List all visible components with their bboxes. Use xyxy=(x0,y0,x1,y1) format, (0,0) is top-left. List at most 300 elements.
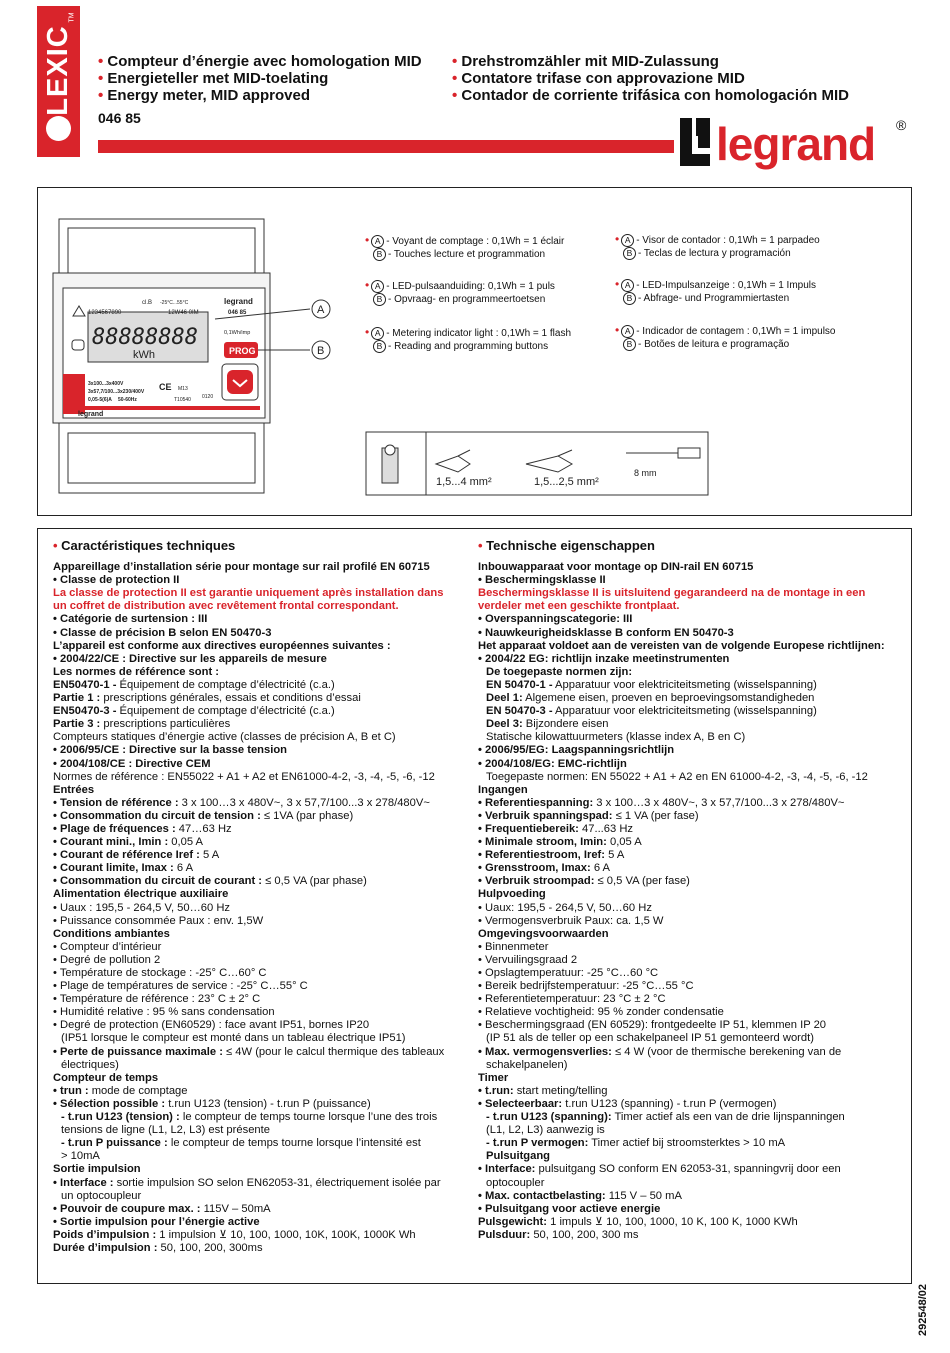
spec-text: verdeler met een geschikte frontplaat. xyxy=(478,600,680,613)
product-figure-panel xyxy=(37,187,912,516)
spec-text: le compteur de temps tourne lorsque l’intensité est xyxy=(167,1137,421,1150)
spec-text: • 2006/95/CE : Directive sur la basse tension xyxy=(53,744,287,757)
svg-text:1,5...4 mm²: 1,5...4 mm² xyxy=(436,476,492,488)
spec-text: 5 A xyxy=(199,849,220,862)
spec-text: un coffret de distribution avec revêtement frontal correspondant. xyxy=(53,600,399,613)
spec-line xyxy=(53,640,473,653)
spec-text: Entrées xyxy=(53,783,95,796)
spec-text: • Plage de températures de service : -25° C…55° C xyxy=(53,980,308,993)
spec-line xyxy=(53,1124,473,1137)
spec-text: Omgevingsvoorwaarden xyxy=(478,927,609,940)
svg-text:3x100...3x400V: 3x100...3x400V xyxy=(88,381,124,387)
spec-line xyxy=(478,1032,903,1045)
spec-text: Sortie impulsion xyxy=(53,1163,141,1176)
svg-text:cl.B: cl.B xyxy=(142,300,153,306)
spec-text: schakelpanelen) xyxy=(486,1058,568,1071)
spec-text: optocoupler xyxy=(486,1176,545,1189)
spec-line xyxy=(53,692,473,705)
spec-line xyxy=(478,928,903,941)
spec-text: • Bereik bedrijfstemperatuur: -25 °C…55 °C xyxy=(478,980,694,993)
legrand-logo xyxy=(678,114,914,172)
spec-key: • t.run: xyxy=(478,1084,514,1097)
spec-key: - t.run U123 (tension) : xyxy=(61,1111,180,1124)
spec-key: • Referentiespanning: xyxy=(478,796,594,809)
spec-text: • Température de stockage : -25° C…60° C xyxy=(53,967,267,979)
spec-line xyxy=(478,810,903,823)
spec-text: • Pulsuitgang voor actieve energie xyxy=(478,1202,661,1215)
spec-key: Partie 1 : xyxy=(53,692,101,705)
spec-line xyxy=(53,888,473,901)
spec-line xyxy=(478,1019,903,1032)
spec-key: - t.run P vermogen: xyxy=(486,1137,589,1150)
spec-text: Timer actief bij stroomsterktes > 10 mA xyxy=(588,1137,786,1150)
svg-text:046 85: 046 85 xyxy=(228,310,247,316)
spec-text: 0,05 A xyxy=(606,836,642,849)
spec-text: Les normes de référence sont : xyxy=(53,665,220,678)
spec-line xyxy=(478,653,903,666)
svg-text:8 mm: 8 mm xyxy=(634,468,657,478)
spec-line xyxy=(53,941,473,954)
svg-text:1,5...2,5 mm²: 1,5...2,5 mm² xyxy=(534,476,599,488)
spec-text: • Vermogensverbruik Paux: ca. 1,5 W xyxy=(478,914,664,927)
spec-line xyxy=(478,640,903,653)
spec-text: ≤ 0,5 VA (par phase) xyxy=(262,875,367,888)
spec-line xyxy=(53,810,473,823)
document-reference: 292548/02 xyxy=(917,1284,929,1336)
spec-text: • 2004/22/CE : Directive sur les appareils de mesure xyxy=(53,652,327,665)
spec-line xyxy=(53,1098,473,1111)
spec-key: • Minimale stroom, Imin: xyxy=(478,836,607,849)
spec-text: Het apparaat voldoet aan de vereisten van de volgende Europese richtlijnen: xyxy=(478,639,885,652)
spec-line xyxy=(478,1085,903,1098)
specs-column-nl xyxy=(478,539,903,1242)
spec-line xyxy=(53,1190,473,1203)
spec-key: • Consommation du circuit de courant : xyxy=(53,875,263,888)
spec-text: La classe de protection II est garantie uniquement après installation dans xyxy=(53,587,444,600)
spec-key: • Max. contactbelasting: xyxy=(478,1189,606,1202)
spec-text: • Referentietemperatuur: 23 °C ± 2 °C xyxy=(478,993,666,1006)
spec-text: Compteurs statiques d’énergie active (classes de précision A, B et C) xyxy=(53,731,396,744)
spec-line xyxy=(478,823,903,836)
svg-text:®: ® xyxy=(896,117,907,133)
spec-key: Deel 1: xyxy=(486,692,523,705)
spec-line xyxy=(478,1150,903,1163)
lexic-logo: LEXIC TM xyxy=(37,6,80,157)
title-it: Contatore trifase con approvazione MID xyxy=(461,70,745,87)
spec-text: 1 impulsion ⊻ 10, 100, 1000, 10K, 100K, 1000K Wh xyxy=(156,1228,416,1241)
spec-line xyxy=(53,1046,473,1059)
spec-line xyxy=(53,1242,473,1255)
spec-line xyxy=(53,1216,473,1229)
spec-line xyxy=(53,836,473,849)
spec-line xyxy=(53,1111,473,1124)
spec-line xyxy=(53,928,473,941)
spec-text: 115 V – 50 mA xyxy=(605,1189,682,1202)
spec-key: • Tension de référence : xyxy=(53,796,179,809)
spec-text: un optocoupleur xyxy=(61,1189,142,1202)
spec-line xyxy=(478,627,903,640)
spec-key: • Consommation du circuit de tension : xyxy=(53,809,261,822)
spec-text: Bijzondere eisen xyxy=(522,718,609,731)
spec-text: pulsuitgang SO conform EN 62053-31, spanningvrij door een xyxy=(535,1163,841,1176)
spec-text: mode de comptage xyxy=(88,1084,188,1097)
spec-line xyxy=(53,1229,473,1242)
spec-line xyxy=(53,862,473,875)
spec-line xyxy=(53,967,473,980)
spec-text: 1 impuls ⊻ 10, 100, 1000, 10 K, 100 K, 1000 KWh xyxy=(547,1215,798,1228)
svg-text:1234567890: 1234567890 xyxy=(88,310,122,316)
specs-heading-fr: • Caractéristiques techniques xyxy=(53,538,236,553)
spec-text: tensions de ligne (L1, L2, L3) est présente xyxy=(61,1124,270,1137)
spec-line xyxy=(53,1072,473,1085)
title-de: Drehstromzähler mit MID-Zulassung xyxy=(461,53,719,70)
spec-text: • Binnenmeter xyxy=(478,940,549,953)
svg-text:kWh: kWh xyxy=(133,349,155,361)
spec-key: - t.run U123 (spanning): xyxy=(486,1111,612,1124)
spec-key: • Courant de référence Iref : xyxy=(53,849,200,862)
spec-text: • Uaux : 195,5 - 264,5 V, 50…60 Hz xyxy=(53,901,231,914)
spec-text: (IP51 lorsque le compteur est monté dans un tableau électrique IP51) xyxy=(61,1032,406,1045)
svg-text:12W46 0IM: 12W46 0IM xyxy=(168,310,199,316)
spec-text: Beschermingsklasse II is uitsluitend gegarandeerd na de montage in een xyxy=(478,587,866,600)
spec-line xyxy=(478,1111,903,1124)
spec-text: prescriptions particulières xyxy=(100,718,231,731)
svg-text:T10540: T10540 xyxy=(174,397,191,403)
spec-line xyxy=(53,915,473,928)
spec-line xyxy=(478,1059,903,1072)
specs-heading-nl: • Technische eigenschappen xyxy=(478,538,655,553)
spec-key: • Sélection possible : xyxy=(53,1097,166,1110)
spec-line xyxy=(478,941,903,954)
spec-line xyxy=(53,653,473,666)
spec-text: • Catégorie de surtension : III xyxy=(53,613,208,626)
spec-text: 50, 100, 200, 300ms xyxy=(157,1241,263,1254)
spec-line xyxy=(478,758,903,771)
title-es: Contador de corriente trifásica con homologación MID xyxy=(461,87,849,104)
spec-line xyxy=(53,627,473,640)
spec-line xyxy=(53,875,473,888)
spec-line xyxy=(478,862,903,875)
spec-key: • Interface: xyxy=(478,1163,536,1176)
spec-line xyxy=(478,1177,903,1190)
spec-text: • Uaux: 195,5 - 264,5 V, 50…60 Hz xyxy=(478,901,652,914)
spec-text: Alimentation électrique auxiliaire xyxy=(53,888,229,901)
title-en: Energy meter, MID approved xyxy=(107,87,310,104)
desc-en: • A - Metering indicator light : 0,1Wh = 1 flash B - Reading and programming buttons xyxy=(365,325,572,352)
spec-text: ≤ 1VA (par phase) xyxy=(260,809,354,822)
spec-key: Deel 3: xyxy=(486,718,523,731)
product-reference: 046 85 xyxy=(98,110,141,126)
desc-de: • A - LED-Impulsanzeige : 0,1Wh = 1 Impuls B - Abfrage- und Programmiertasten xyxy=(615,277,817,304)
spec-line xyxy=(478,613,903,626)
spec-line xyxy=(478,849,903,862)
spec-line xyxy=(478,705,903,718)
svg-text:PROG: PROG xyxy=(229,346,256,356)
svg-text:0120: 0120 xyxy=(202,394,214,400)
spec-text: Équipement de comptage d’électricité (c.a.) xyxy=(116,678,335,691)
spec-key: EN 50470-1 - xyxy=(486,678,553,691)
title-nl: Energieteller met MID-toelating xyxy=(107,70,329,87)
spec-text: • Puissance consommée Paux : env. 1,5W xyxy=(53,914,264,927)
spec-text: Inbouwapparaat voor montage op DIN-rail EN 60715 xyxy=(478,561,754,574)
spec-text: 115V – 50mA xyxy=(200,1202,271,1215)
spec-line xyxy=(478,1072,903,1085)
spec-text: Compteur de temps xyxy=(53,1071,159,1084)
spec-text: ≤ 0,5 VA (per fase) xyxy=(594,875,690,888)
spec-line xyxy=(478,915,903,928)
spec-line xyxy=(478,574,903,587)
spec-text: (L1, L2, L3) aanwezig is xyxy=(486,1124,605,1137)
desc-fr: • A - Voyant de comptage : 0,1Wh = 1 éclair B - Touches lecture et programmation xyxy=(365,233,565,260)
spec-text: le compteur de temps tourne lorsque l’une des trois xyxy=(179,1111,438,1124)
spec-text: • Overspanningscategorie: III xyxy=(478,613,633,626)
spec-text: • Humidité relative : 95 % sans condensation xyxy=(53,1006,275,1019)
spec-line xyxy=(478,797,903,810)
svg-text:B: B xyxy=(317,345,325,357)
spec-line xyxy=(53,902,473,915)
spec-line xyxy=(478,1163,903,1176)
spec-line xyxy=(53,1085,473,1098)
spec-key: EN 50470-3 - xyxy=(486,705,553,718)
spec-line xyxy=(478,902,903,915)
desc-pt: • A - Indicador de contagem : 0,1Wh = 1 impulso B - Botões de leitura e programação xyxy=(615,323,836,350)
spec-text: start meting/telling xyxy=(513,1084,608,1097)
lexic-tm: TM xyxy=(68,12,76,23)
spec-line xyxy=(53,744,473,757)
red-rule xyxy=(98,140,674,153)
spec-key: Pulsgewicht: xyxy=(478,1215,547,1228)
specs-column-fr xyxy=(53,539,473,1255)
spec-key: Durée d’impulsion : xyxy=(53,1241,158,1254)
spec-text: (IP 51 als de teller op een schakelpaneel IP 51 gemonteerd wordt) xyxy=(486,1032,814,1045)
spec-text: • Classe de protection II xyxy=(53,574,180,587)
specifications-panel xyxy=(37,528,912,1284)
spec-key: Poids d’impulsion : xyxy=(53,1228,157,1241)
svg-text:0,1Wh/imp: 0,1Wh/imp xyxy=(224,330,251,336)
spec-line xyxy=(478,1229,903,1242)
spec-line xyxy=(53,600,473,613)
spec-text: • 2004/108/EG: EMC-richtlijn xyxy=(478,757,627,770)
lexic-dot-icon xyxy=(46,116,71,141)
spec-text: • 2004/108/CE : Directive CEM xyxy=(53,757,211,770)
spec-text: Hulpvoeding xyxy=(478,888,546,901)
spec-line xyxy=(53,1203,473,1216)
spec-line xyxy=(478,1124,903,1137)
spec-key: EN50470-1 - xyxy=(53,678,117,691)
svg-text:88888888: 88888888 xyxy=(92,325,198,350)
spec-text: Apparatuur voor elektriciteitsmeting (wisselspanning) xyxy=(552,678,817,691)
spec-line xyxy=(53,1006,473,1019)
spec-key: • Frequentiebereik: xyxy=(478,822,579,835)
spec-text: 5 A xyxy=(605,849,625,862)
spec-line xyxy=(478,718,903,731)
spec-line xyxy=(53,731,473,744)
spec-key: • Max. vermogensverlies: xyxy=(478,1045,612,1058)
spec-key: - t.run P puissance : xyxy=(61,1137,168,1150)
spec-line xyxy=(478,1216,903,1229)
spec-line xyxy=(53,797,473,810)
spec-key: • Verbruik spanningspad: xyxy=(478,809,613,822)
spec-text: • Classe de précision B selon EN 50470-3 xyxy=(53,626,272,639)
spec-key: EN50470-3 - xyxy=(53,705,117,718)
spec-key: • Pouvoir de coupure max. : xyxy=(53,1202,201,1215)
spec-text: t.run U123 (tension) - t.run P (puissance) xyxy=(165,1097,371,1110)
svg-text:legrand: legrand xyxy=(78,411,104,418)
spec-text: Apparatuur voor elektriciteitsmeting (wisselspanning) xyxy=(552,705,817,718)
spec-text: • 2004/22 EG: richtlijn inzake meetinstrumenten xyxy=(478,652,730,665)
spec-key: Partie 3 : xyxy=(53,718,101,731)
svg-text:A: A xyxy=(317,304,325,316)
svg-text:M13: M13 xyxy=(178,386,188,392)
spec-line xyxy=(53,587,473,600)
spec-line xyxy=(53,993,473,1006)
spec-text: > 10mA xyxy=(61,1150,100,1163)
spec-line xyxy=(53,666,473,679)
spec-line xyxy=(53,758,473,771)
spec-line xyxy=(478,875,903,888)
spec-line xyxy=(478,587,903,600)
spec-text: • Nauwkeurigheidsklasse B conform EN 50470-3 xyxy=(478,626,734,639)
spec-line xyxy=(478,1006,903,1019)
spec-text: 6 A xyxy=(590,862,611,875)
svg-text:legrand: legrand xyxy=(224,297,253,306)
product-titles-right: • Drehstromzähler mit MID-Zulassung • Contatore trifase con approvazione MID • Contador de corriente trifásica con homologación MID xyxy=(452,53,849,104)
spec-line xyxy=(53,705,473,718)
spec-line xyxy=(53,574,473,587)
svg-text:0,05-5(6)A: 0,05-5(6)A xyxy=(88,397,112,403)
spec-text: ≤ 4W (pour le calcul thermique des tableaux xyxy=(222,1045,445,1058)
spec-line xyxy=(53,954,473,967)
spec-text: 47…63 Hz xyxy=(175,822,232,835)
spec-key: • trun : xyxy=(53,1084,89,1097)
spec-line xyxy=(478,967,903,980)
spec-line xyxy=(53,980,473,993)
spec-line xyxy=(478,679,903,692)
spec-text: • Degré de pollution 2 xyxy=(53,953,161,966)
spec-text: 0,05 A xyxy=(168,836,204,849)
spec-text: Pulsuitgang xyxy=(486,1150,551,1163)
spec-text: Équipement de comptage d’électricité (c.a.) xyxy=(116,705,335,718)
spec-text: sortie impulsion SO selon EN62053-31, électriquement isolée par xyxy=(113,1176,441,1189)
spec-text: 3 x 100…3 x 480V~, 3 x 57,7/100...3 x 278/480V~ xyxy=(178,796,430,809)
spec-text: 3 x 100…3 x 480V~, 3 x 57,7/100...3 x 278/480V~ xyxy=(593,796,845,809)
spec-text: Statische kilowattuurmeters (klasse index A, B en C) xyxy=(486,731,746,744)
spec-text: • Relatieve vochtigheid: 95 % zonder condensatie xyxy=(478,1006,724,1019)
spec-key: • Plage de fréquences : xyxy=(53,822,176,835)
spec-line xyxy=(478,1046,903,1059)
spec-line xyxy=(478,692,903,705)
spec-line xyxy=(53,1032,473,1045)
spec-text: ≤ 4 W (voor de thermische berekening van de xyxy=(611,1045,842,1058)
spec-line xyxy=(478,836,903,849)
spec-line xyxy=(53,1177,473,1190)
svg-text:CE: CE xyxy=(159,382,172,392)
svg-text:-25°C...55°C: -25°C...55°C xyxy=(160,300,189,306)
spec-line xyxy=(53,1163,473,1176)
specs-lines-fr xyxy=(53,561,473,1255)
spec-text: électriques) xyxy=(61,1058,119,1071)
spec-text: 50, 100, 200, 300 ms xyxy=(530,1228,639,1241)
spec-text: Conditions ambiantes xyxy=(53,927,170,940)
specs-lines-nl xyxy=(478,561,903,1242)
spec-line xyxy=(478,1190,903,1203)
spec-text: t.run U123 (spanning) - t.run P (vermogen) xyxy=(562,1097,777,1110)
spec-line xyxy=(478,993,903,1006)
spec-line xyxy=(478,888,903,901)
spec-text: • Sortie impulsion pour l’énergie active xyxy=(53,1215,260,1228)
spec-text: • Opslagtemperatuur: -25 °C…60 °C xyxy=(478,967,659,979)
spec-text: ≤ 1 VA (per fase) xyxy=(612,809,699,822)
spec-line xyxy=(478,744,903,757)
spec-text: • Beschermingsklasse II xyxy=(478,574,606,587)
spec-text: 47...63 Hz xyxy=(578,822,634,835)
spec-text: • Température de référence : 23° C ± 2° C xyxy=(53,993,261,1006)
spec-text: 6 A xyxy=(173,862,194,875)
spec-line xyxy=(478,561,903,574)
spec-line xyxy=(478,980,903,993)
spec-text: Appareillage d’installation série pour montage sur rail profilé EN 60715 xyxy=(53,561,430,574)
spec-line xyxy=(478,600,903,613)
spec-text: Normes de référence : EN55022 + A1 + A2 et EN61000-4-2, -3, -4, -5, -6, -12 xyxy=(53,770,435,783)
spec-key: • Perte de puissance maximale : xyxy=(53,1045,223,1058)
spec-text: • Compteur d’intérieur xyxy=(53,940,162,953)
spec-key: • Grensstroom, Imax: xyxy=(478,862,591,875)
spec-line xyxy=(53,784,473,797)
spec-line xyxy=(53,561,473,574)
desc-nl: • A - LED-pulsaanduiding: 0,1Wh = 1 puls B - Opvraag- en programmeertoetsen xyxy=(365,278,555,305)
spec-text: De toegepaste normen zijn: xyxy=(486,665,633,678)
svg-text:legrand: legrand xyxy=(716,118,876,170)
spec-text: • Degré de protection (EN60529) : face avant IP51, bornes IP20 xyxy=(53,1019,370,1032)
spec-key: Pulsduur: xyxy=(478,1228,531,1241)
desc-es: • A - Visor de contador : 0,1Wh = 1 parpadeo B - Teclas de lectura y programación xyxy=(615,232,820,259)
spec-text: Timer xyxy=(478,1071,509,1084)
spec-text: • Vervuilingsgraad 2 xyxy=(478,953,578,966)
spec-line xyxy=(478,1203,903,1216)
spec-line xyxy=(478,784,903,797)
spec-text: • 2006/95/EG: Laagspanningsrichtlijn xyxy=(478,744,675,757)
product-titles-left: • Compteur d’énergie avec homologation MID • Energieteller met MID-toelating • Energy meter, MID approved xyxy=(98,53,422,104)
spec-line xyxy=(478,1137,903,1150)
spec-text: Toegepaste normen: EN 55022 + A1 + A2 en EN 61000-4-2, -3, -4, -5, -6, -12 xyxy=(486,770,868,783)
spec-line xyxy=(53,1150,473,1163)
spec-line xyxy=(53,1137,473,1150)
spec-key: • Interface : xyxy=(53,1176,114,1189)
svg-text:50-60Hz: 50-60Hz xyxy=(118,397,137,403)
spec-line xyxy=(478,1098,903,1111)
spec-line xyxy=(478,666,903,679)
spec-text: prescriptions générales, essais et conditions d’essai xyxy=(100,692,361,705)
spec-key: • Verbruik stroompad: xyxy=(478,875,595,888)
spec-text: Algemene eisen, proeven en beproevingsomstandigheden xyxy=(522,692,815,705)
spec-key: • Referentiestroom, Iref: xyxy=(478,849,606,862)
spec-line xyxy=(53,1059,473,1072)
spec-line xyxy=(478,954,903,967)
title-fr: Compteur d’énergie avec homologation MID xyxy=(107,53,422,70)
spec-key: • Courant limite, Imax : xyxy=(53,862,174,875)
spec-line xyxy=(53,613,473,626)
spec-text: L’appareil est conforme aux directives européennes suivantes : xyxy=(53,639,391,652)
spec-line xyxy=(53,849,473,862)
spec-text: • Beschermingsgraad (EN 60529): frontgedeelte IP 51, klemmen IP 20 xyxy=(478,1019,827,1032)
svg-text:3x57,7/100...3x230/400V: 3x57,7/100...3x230/400V xyxy=(88,389,145,395)
spec-line xyxy=(53,718,473,731)
spec-line xyxy=(478,731,903,744)
spec-line xyxy=(53,823,473,836)
spec-line xyxy=(53,771,473,784)
spec-line xyxy=(53,1019,473,1032)
spec-line xyxy=(478,771,903,784)
